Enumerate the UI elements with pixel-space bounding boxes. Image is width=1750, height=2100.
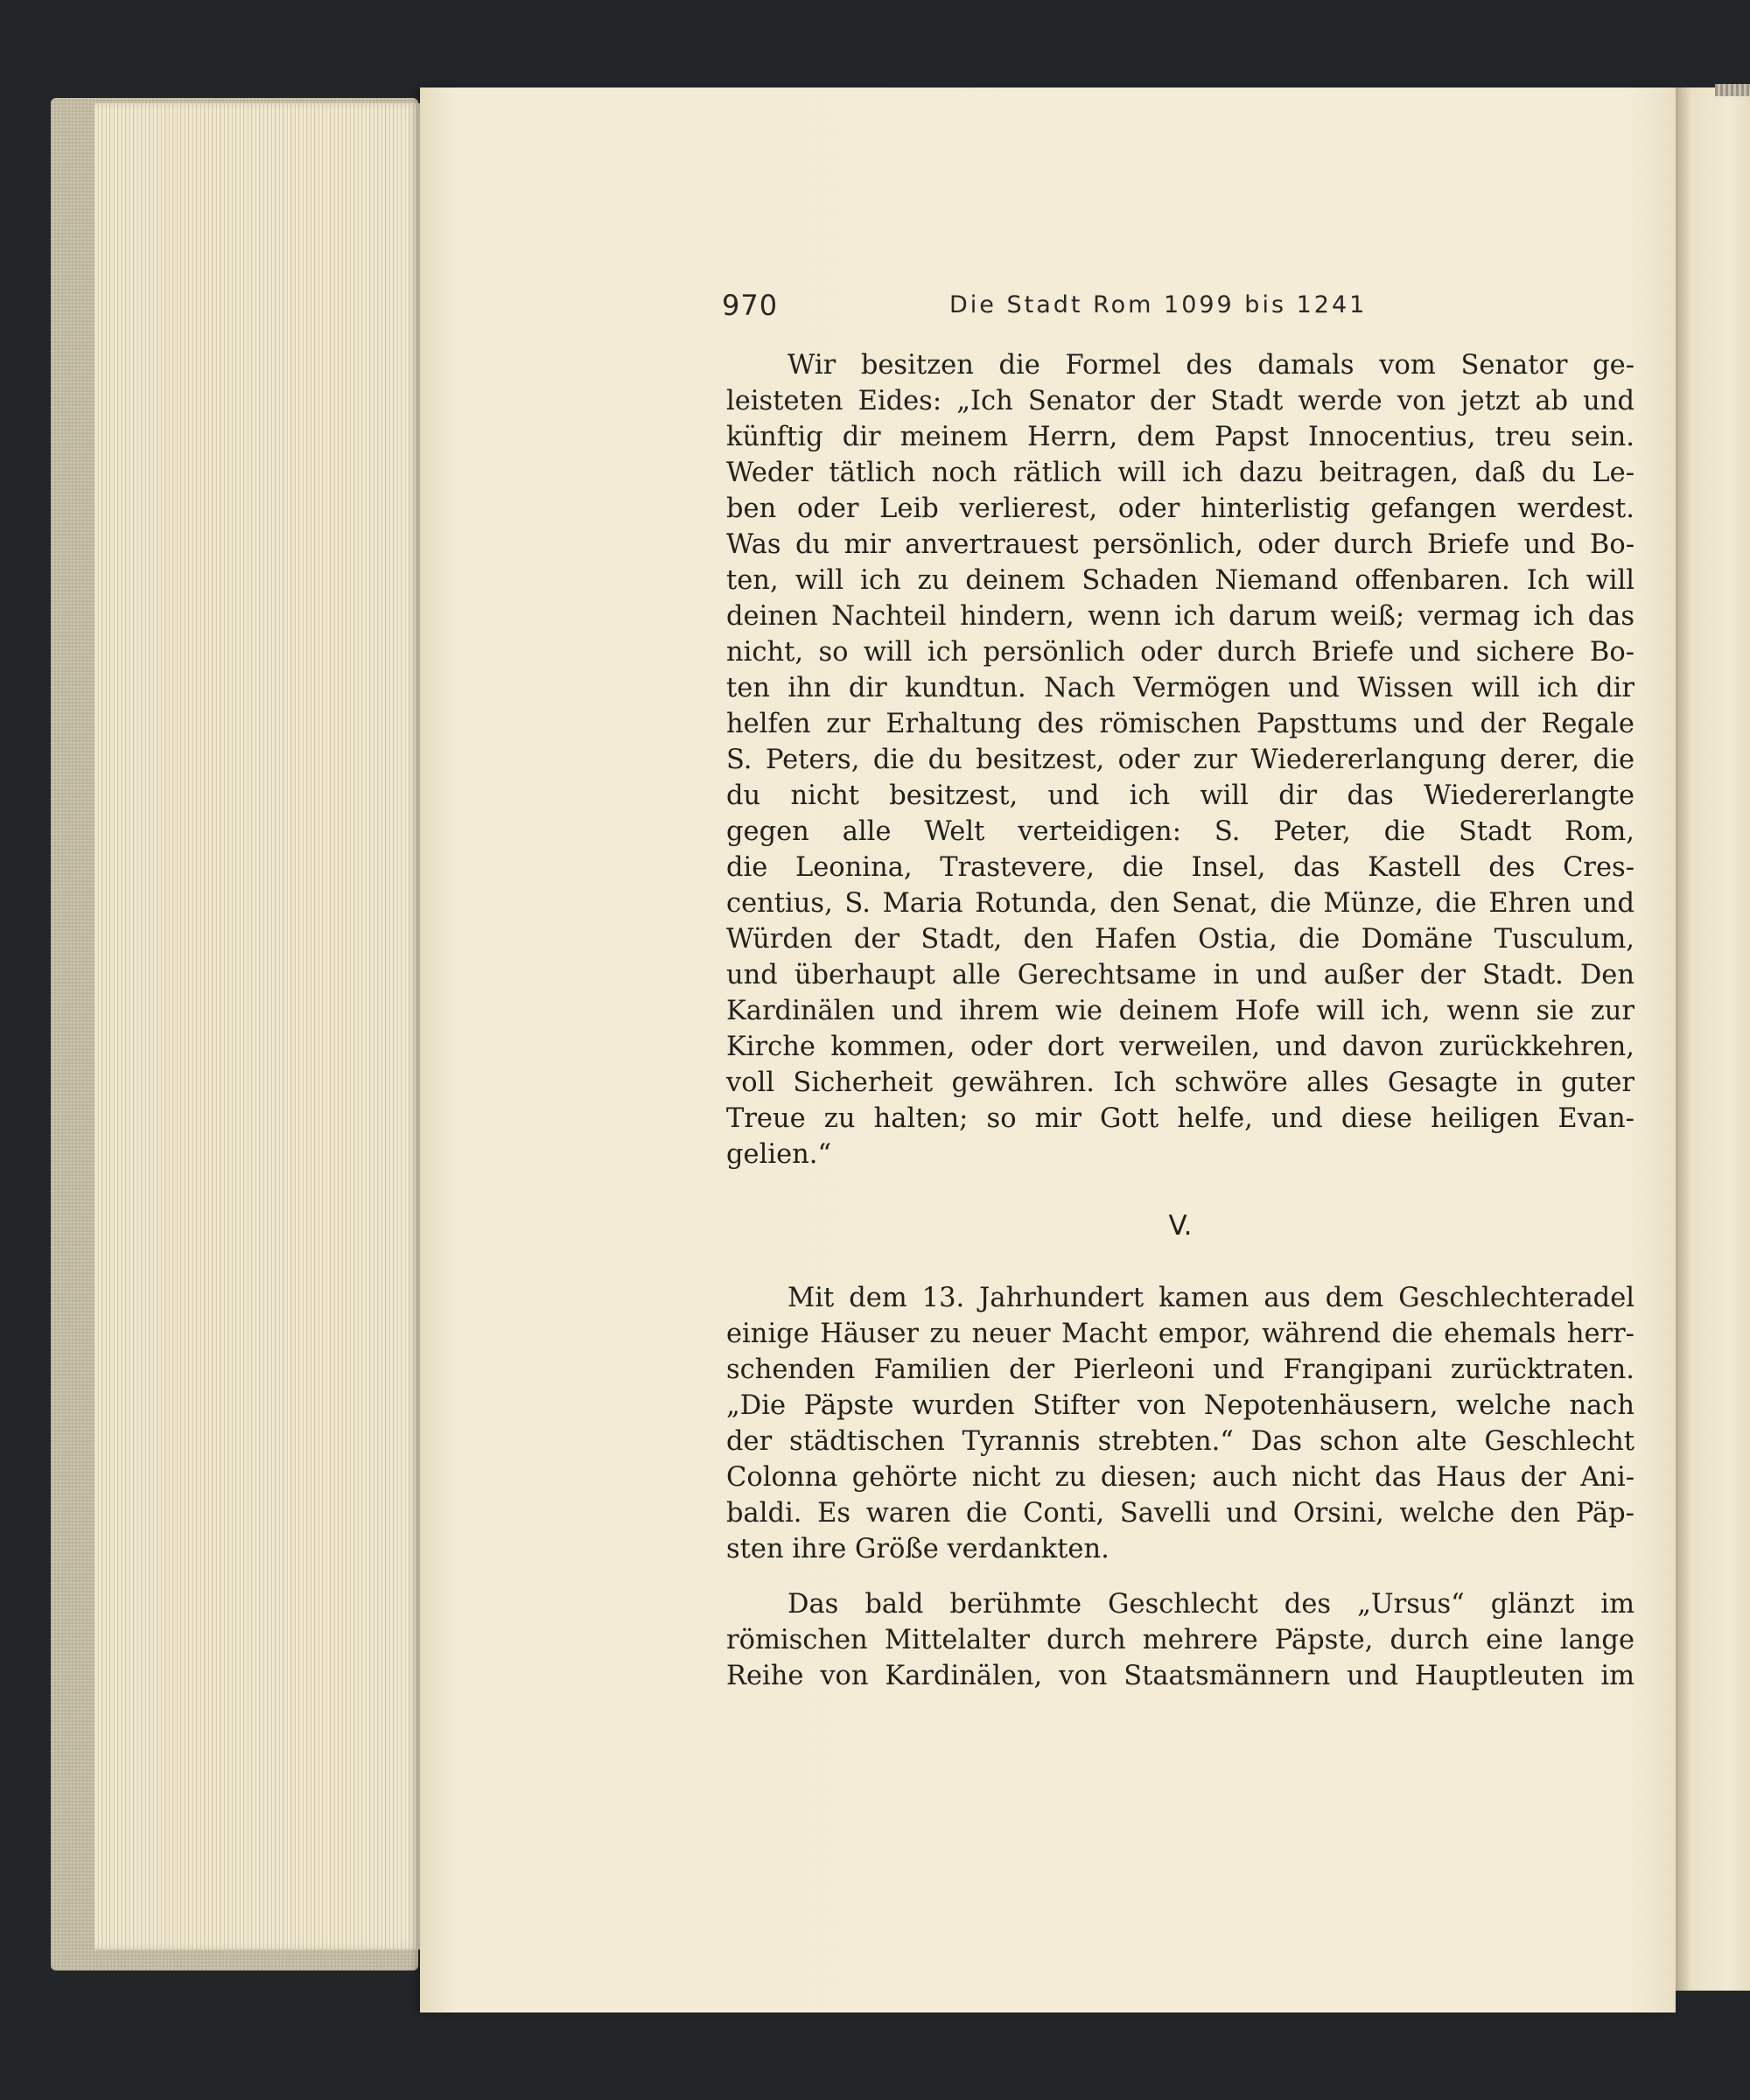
section-heading: V. [1168, 1210, 1193, 1242]
text-line: gegen alle Welt verteidigen: S. Peter, die Stadt Rom, [726, 816, 1634, 847]
text-line: centius, S. Maria Rotunda, den Senat, die Münze, die Ehren und [726, 888, 1634, 919]
text-line: Treue zu halten; so mir Gott helfe, und diese heiligen Evan- [726, 1103, 1634, 1134]
paragraph-spacer [726, 1567, 1634, 1586]
text-line: leisteten Eides: „Ich Senator der Stadt werde von jetzt ab und [726, 386, 1634, 416]
text-line: schenden Familien der Pierleoni und Frangipani zurücktraten. [726, 1354, 1634, 1385]
text-line: künftig dir meinem Herrn, dem Papst Innocentius, treu sein. [726, 422, 1634, 452]
text-line: Kardinälen und ihrem wie deinem Hofe will ich, wenn sie zur [726, 996, 1634, 1026]
text-line: Reihe von Kardinälen, von Staatsmännern und Hauptleuten im [726, 1661, 1634, 1691]
text-line: und überhaupt alle Gerechtsame in und außer der Stadt. Den [726, 960, 1634, 990]
paragraph-oath [726, 347, 1634, 1172]
text-line: Das bald berühmte Geschlecht des „Ursus“ glänzt im [788, 1589, 1634, 1620]
text-line: Kirche kommen, oder dort verweilen, und davon zurückkehren, [726, 1032, 1634, 1062]
text-line: einige Häuser zu neuer Macht empor, während die ehemals herr- [726, 1319, 1634, 1349]
text-line: der städtischen Tyrannis strebten.“ Das schon alte Geschlecht [726, 1426, 1634, 1457]
text-line: ten, will ich zu deinem Schaden Niemand offenbaren. Ich will [726, 565, 1634, 596]
book-page [420, 88, 1676, 2012]
text-line: ben oder Leib verlierest, oder hinterlistig gefangen werdest. [726, 494, 1634, 524]
body-text [726, 347, 1634, 1694]
page-number: 970 [722, 289, 779, 322]
running-title: Die Stadt Rom 1099 bis 1241 [949, 291, 1368, 318]
facing-page-top-edge [1715, 84, 1750, 96]
text-line: Colonna gehörte nicht zu diesen; auch nicht das Haus der Ani- [726, 1462, 1634, 1493]
text-line: S. Peters, die du besitzest, oder zur Wiedererlangung derer, die [726, 745, 1634, 775]
text-line: „Die Päpste wurden Stifter von Nepotenhäusern, welche nach [726, 1390, 1634, 1421]
text-line: Mit dem 13. Jahrhundert kamen aus dem Geschlechteradel [788, 1283, 1634, 1313]
text-line: ten ihn dir kundtun. Nach Vermögen und Wissen will ich dir [726, 673, 1634, 704]
text-line: Würden der Stadt, den Hafen Ostia, die Domäne Tusculum, [726, 924, 1634, 955]
text-line: deinen Nachteil hindern, wenn ich darum weiß; vermag ich das [726, 601, 1634, 632]
text-line: Weder tätlich noch rätlich will ich dazu beitragen, daß du Le- [726, 458, 1634, 488]
text-line: nicht, so will ich persönlich oder durch Briefe und sichere Bo- [726, 637, 1634, 668]
text-line: baldi. Es waren die Conti, Savelli und Orsini, welche den Päp- [726, 1498, 1634, 1529]
text-line: Was du mir anvertrauest persönlich, oder durch Briefe und Bo- [726, 529, 1634, 560]
text-line: die Leonina, Trastevere, die Insel, das Kastell des Cres- [726, 852, 1634, 883]
paragraph-families [726, 1280, 1634, 1567]
page-edges-stack [94, 103, 420, 1950]
facing-page-edge [1676, 88, 1750, 1991]
text-line: helfen zur Erhaltung des römischen Papsttums und der Regale [726, 709, 1634, 739]
text-line: Wir besitzen die Formel des damals vom Senator ge- [788, 350, 1634, 381]
text-line: römischen Mittelalter durch mehrere Päpste, durch eine lange [726, 1625, 1634, 1656]
text-line: du nicht besitzest, und ich will dir das Wiedererlangte [726, 780, 1634, 811]
paragraph-ursus [726, 1586, 1634, 1694]
running-head [722, 289, 1641, 332]
text-line: sten ihre Größe verdankten. [726, 1534, 1110, 1564]
text-line: voll Sicherheit gewähren. Ich schwöre alles Gesagte in guter [726, 1068, 1634, 1098]
text-line: gelien.“ [726, 1139, 832, 1170]
